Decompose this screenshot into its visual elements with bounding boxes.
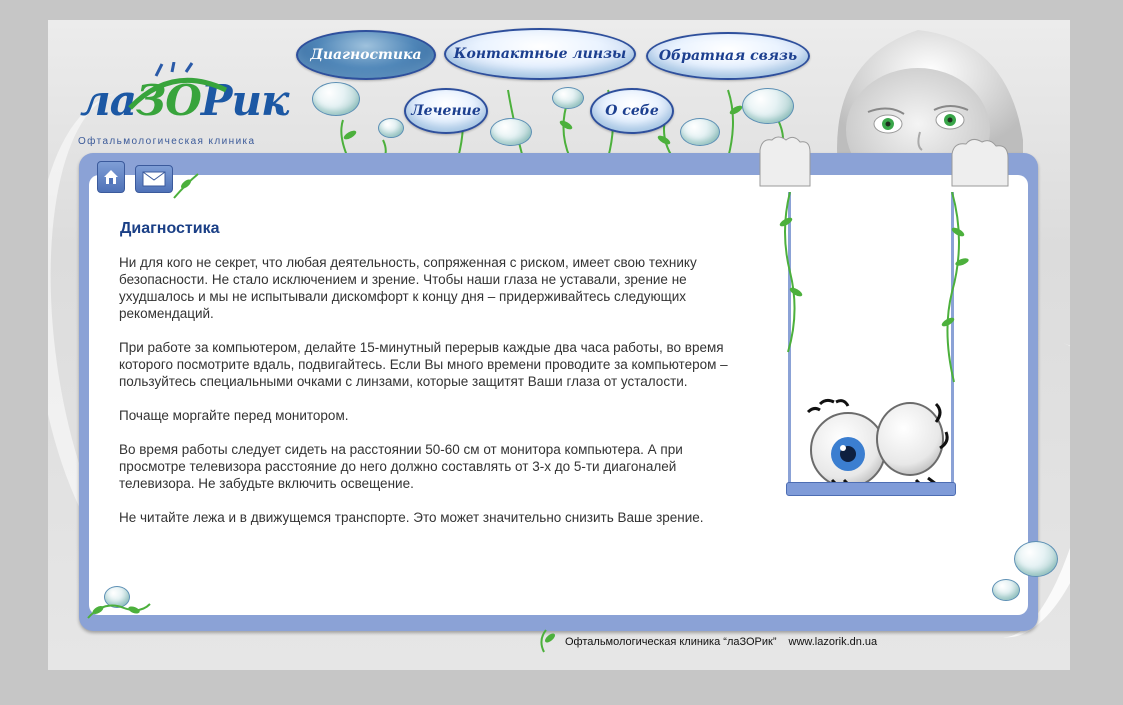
article-paragraph: При работе за компьютером, делайте 15-минутный перерыв каждые два часа работы, во время которого посмотрите вдаль, подвигайтесь. Если Вы много времени проводите за компьютером – пользуйтесь специальными очками с линзами, которые защитят Ваши глаза от усталости. — [119, 340, 728, 389]
nav-treatment[interactable]: Лечение — [404, 88, 488, 134]
decorative-bubble — [312, 82, 360, 116]
article-paragraph: Ни для кого не секрет, что любая деятельность, сопряженная с риском, имеет свою технику безопасности. Не стало исключением и зрение. Чтобы наши глаза не уставали, зрение не ухудшалось и мы не испытывали дискомфорт к концу дня – придерживайтесь следующих рекомендаций. — [119, 255, 697, 321]
logo-wordmark: лаЗОРик — [80, 76, 289, 125]
decorative-bubble — [490, 118, 532, 146]
nav-diagnostics[interactable]: Диагностика — [296, 30, 436, 80]
page-background — [48, 20, 1070, 670]
article-title: Диагностика — [120, 220, 220, 237]
decorative-bubble — [992, 579, 1020, 601]
article-paragraph: Почаще моргайте перед монитором. — [119, 408, 349, 423]
site-logo[interactable] — [78, 70, 328, 160]
girl-left-hand — [754, 130, 816, 190]
decorative-bubble — [378, 118, 404, 138]
footer-vine — [536, 628, 558, 654]
eye-lashes — [798, 398, 958, 488]
swing-seat — [786, 482, 956, 496]
mail-button[interactable] — [135, 165, 173, 193]
article-paragraph: Не читайте лежа и в движущемся транспорте. Это может значительно снизить Ваше зрение. — [119, 510, 704, 525]
toolbar-vine — [172, 170, 202, 200]
girl-right-hand — [946, 132, 1014, 190]
decorative-bubble — [1014, 541, 1058, 577]
decorative-bubble — [552, 87, 584, 109]
footer-url[interactable]: www.lazorik.dn.ua — [788, 636, 878, 648]
footer — [565, 636, 877, 648]
decorative-bubble — [742, 88, 794, 124]
nav-contact-lenses[interactable]: Контактные линзы — [444, 28, 636, 80]
article-paragraph: Во время работы следует сидеть на расстоянии 50-60 см от монитора компьютера. А при просмотре телевизора расстояние до него должно составлять от 3-х до 5-ти диагоналей телевизора. Не забудьте включить освещение. — [119, 442, 683, 491]
home-icon — [102, 168, 120, 186]
mail-icon — [142, 171, 166, 187]
nav-about[interactable]: О себе — [590, 88, 674, 134]
footer-clinic-name: Офтальмологическая клиника “лаЗОРик” — [565, 636, 777, 648]
bottom-vine — [84, 580, 154, 620]
nav-feedback[interactable]: Обратная связь — [646, 32, 810, 80]
logo-subtitle: Офтальмологическая клиника — [78, 136, 256, 147]
article — [119, 220, 744, 543]
decorative-bubble — [680, 118, 720, 146]
logo-eye-swoosh-icon — [122, 62, 232, 132]
home-button[interactable] — [97, 161, 125, 193]
